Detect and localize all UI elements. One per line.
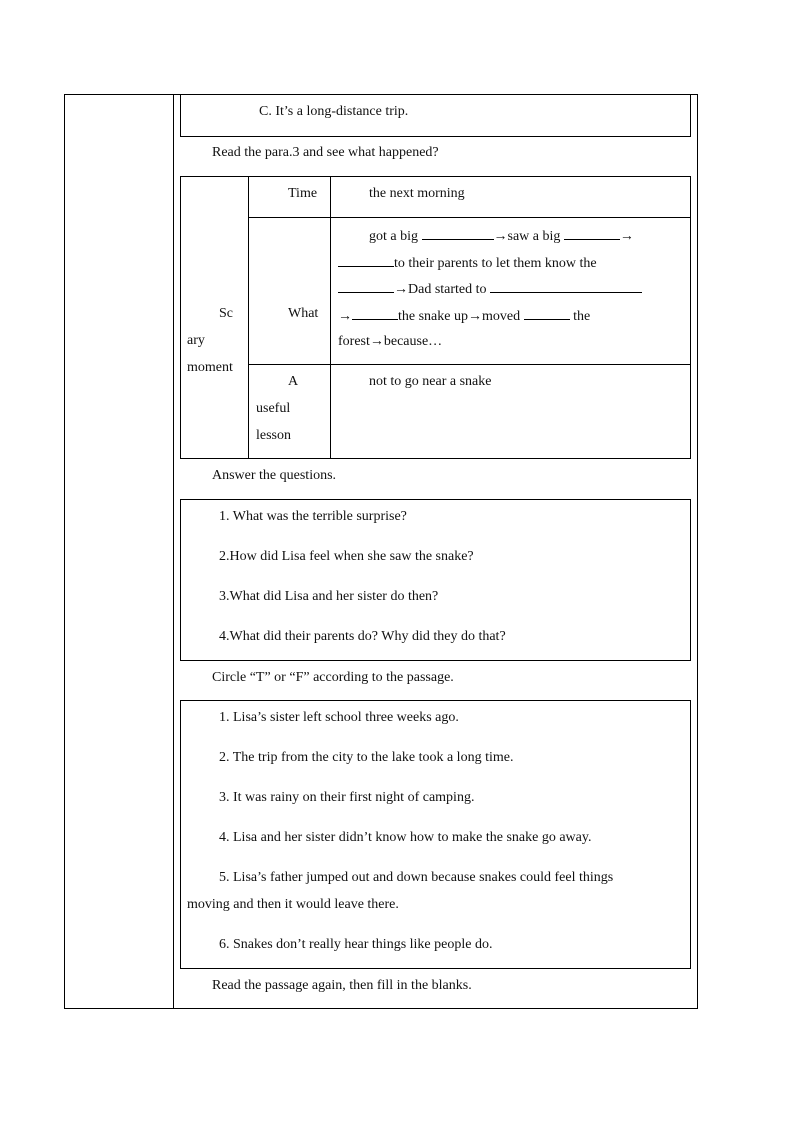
- what-line-4b: the snake up→moved: [398, 309, 524, 324]
- statement-5-cont: moving and then it would leave there.: [187, 897, 399, 912]
- question-4: 4.What did their parents do? Why did they do that?: [219, 629, 506, 644]
- lesson-label-1: A: [288, 374, 299, 389]
- time-label: Time: [288, 186, 318, 201]
- outer-right-border: [697, 94, 698, 1009]
- blank-6[interactable]: [352, 306, 398, 320]
- time-value: the next morning: [369, 186, 465, 201]
- what-line-1b: →saw a big: [493, 229, 564, 244]
- para3-col1-divider: [248, 176, 249, 459]
- circle-instruction: Circle “T” or “F” according to the passage.: [212, 670, 454, 685]
- what-line-1c: →: [619, 229, 634, 244]
- blank-4[interactable]: [338, 279, 394, 293]
- statement-1: 1. Lisa’s sister left school three weeks ago.: [219, 710, 459, 725]
- statement-4: 4. Lisa and her sister didn’t know how to make the snake go away.: [219, 830, 592, 845]
- what-line-3a: →Dad started to: [394, 282, 491, 297]
- what-line-3: [338, 279, 642, 299]
- what-line-1a: got a big: [369, 229, 422, 244]
- para3-col2-divider: [330, 176, 331, 459]
- question-2: 2.How did Lisa feel when she saw the snake?: [219, 549, 474, 564]
- question-1: 1. What was the terrible surprise?: [219, 509, 407, 524]
- scary-moment-label-1: Sc: [219, 306, 233, 321]
- para3-row2-divider: [248, 364, 691, 365]
- blank-3[interactable]: [338, 253, 394, 267]
- what-line-2: [338, 253, 597, 273]
- what-line-1: [369, 226, 634, 246]
- statement-6: 6. Snakes don’t really hear things like people do.: [219, 937, 493, 952]
- blank-1[interactable]: [422, 226, 494, 240]
- statement-2: 2. The trip from the city to the lake took a long time.: [219, 750, 514, 765]
- what-line-2a: to their parents to let them know the: [394, 256, 597, 271]
- what-line-5: forest→because…: [338, 334, 443, 349]
- what-line-4a: →: [338, 309, 352, 324]
- what-line-4c: the: [569, 309, 591, 324]
- statement-3: 3. It was rainy on their first night of camping.: [219, 790, 475, 805]
- outer-left-border: [64, 94, 65, 1009]
- what-label: What: [288, 306, 319, 321]
- para3-instruction: Read the para.3 and see what happened?: [212, 145, 439, 160]
- para3-row1-divider: [248, 217, 691, 218]
- question-3: 3.What did Lisa and her sister do then?: [219, 589, 439, 604]
- left-column-divider: [173, 94, 174, 1009]
- final-instruction: Read the passage again, then fill in the blanks.: [212, 978, 472, 993]
- blank-5[interactable]: [490, 279, 642, 293]
- what-line-4: [338, 306, 590, 326]
- lesson-value: not to go near a snake: [369, 374, 492, 389]
- option-c-box: [180, 94, 691, 137]
- answer-instruction: Answer the questions.: [212, 468, 337, 483]
- lesson-label-2: useful: [256, 401, 291, 416]
- option-c-text: C. It’s a long-distance trip.: [259, 104, 409, 119]
- scary-moment-label-2: ary: [187, 333, 205, 348]
- outer-bottom-border: [64, 1008, 698, 1009]
- blank-7[interactable]: [524, 306, 570, 320]
- lesson-label-3: lesson: [256, 428, 291, 443]
- scary-moment-label-3: moment: [187, 360, 233, 375]
- blank-2[interactable]: [564, 226, 620, 240]
- statement-5: 5. Lisa’s father jumped out and down because snakes could feel things: [219, 870, 614, 885]
